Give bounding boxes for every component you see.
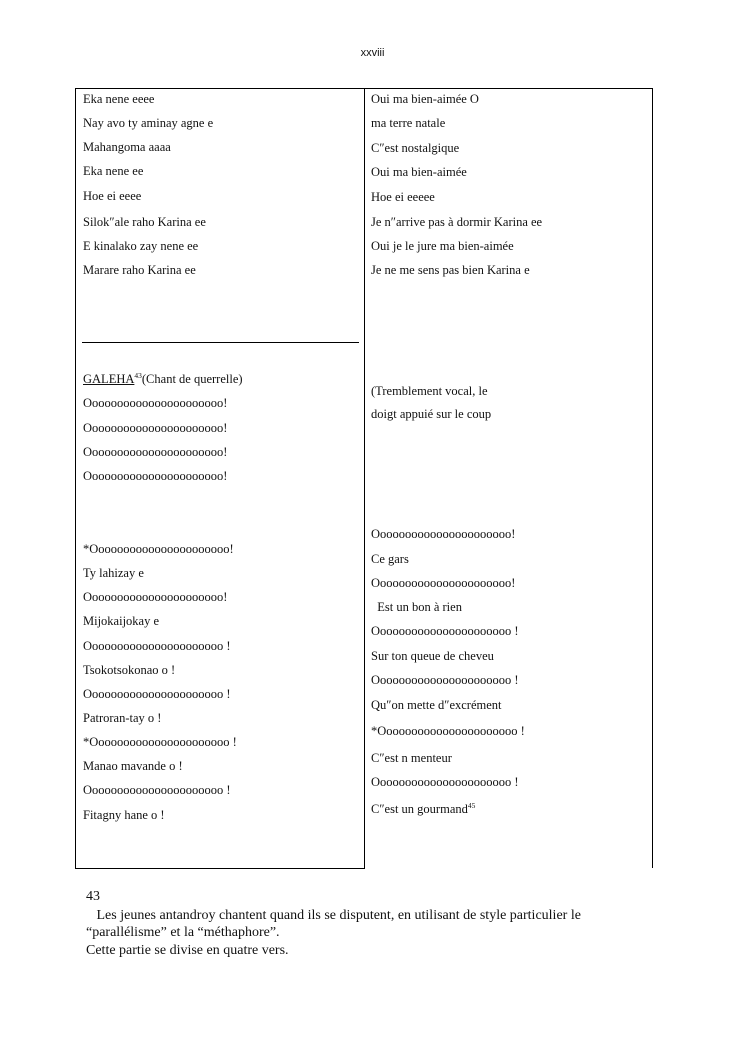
galeha-title: GALEHA <box>83 372 135 386</box>
footnote-number: 43 <box>86 889 100 904</box>
translation-line: Oooooooooooooooooooooo! <box>371 576 516 590</box>
verse-line: Oooooooooooooooooooooo! <box>83 469 228 483</box>
translation-line: Je ne me sens pas bien Karina e <box>371 263 530 277</box>
verse-line: Silok″ale raho Karina ee <box>83 215 206 229</box>
verse-line: Tsokotsokonao o ! <box>83 663 176 677</box>
verse-line: Hoe ei eeee <box>83 189 142 203</box>
galeha-note-line: doigt appuié sur le coup <box>371 407 492 421</box>
footnote-ref: 45 <box>467 801 476 810</box>
footnote-line: “parallélisme” et la “méthaphore”. <box>86 925 280 940</box>
verse-line: Mijokaijokay e <box>83 614 160 628</box>
verse-line: Nay avo ty aminay agne e <box>83 116 214 130</box>
translation-line: Ce gars <box>371 552 409 566</box>
table-border-middle <box>364 88 365 868</box>
verse-line: Oooooooooooooooooooooo ! <box>83 687 231 701</box>
verse-line: Marare raho Karina ee <box>83 263 196 277</box>
section-divider <box>82 342 359 343</box>
translation-line: Oooooooooooooooooooooo ! <box>371 673 519 687</box>
verse-line: Eka nene ee <box>83 164 144 178</box>
verse-line: Eka nene eeee <box>83 92 155 106</box>
translation-line: ma terre natale <box>371 116 446 130</box>
footnote-line: Cette partie se divise en quatre vers. <box>86 943 289 958</box>
translation-text: C″est un gourmand <box>371 802 468 816</box>
verse-line: Oooooooooooooooooooooo ! <box>83 783 231 797</box>
translation-line: Hoe ei eeeee <box>371 190 435 204</box>
verse-line: Manao mavande o ! <box>83 759 183 773</box>
footnote-line: Les jeunes antandroy chantent quand ils se disputent, en utilisant de style particulier le <box>86 908 581 923</box>
verse-line: E kinalako zay nene ee <box>83 239 199 253</box>
translation-line: Est un bon à rien <box>371 600 462 614</box>
verse-line: *Oooooooooooooooooooooo! <box>83 542 234 556</box>
verse-line: Oooooooooooooooooooooo! <box>83 421 228 435</box>
verse-line: Ty lahizay e <box>83 566 144 580</box>
verse-line: Oooooooooooooooooooooo ! <box>83 639 231 653</box>
table-border-bottom <box>75 868 365 869</box>
translation-line: Je n″arrive pas à dormir Karina ee <box>371 215 543 229</box>
translation-line: *Oooooooooooooooooooooo ! <box>371 724 525 738</box>
translation-line: Oui ma bien-aimée O <box>371 92 479 106</box>
verse-line: Oooooooooooooooooooooo! <box>83 396 228 410</box>
verse-line: Oooooooooooooooooooooo! <box>83 445 228 459</box>
translation-line-last <box>371 802 475 816</box>
table-border-left <box>75 88 76 868</box>
translation-line: Sur ton queue de cheveu <box>371 649 494 663</box>
verse-line: *Oooooooooooooooooooooo ! <box>83 735 237 749</box>
page-number: xxviii <box>360 47 385 59</box>
galeha-heading <box>83 372 243 386</box>
verse-line: Fitagny hane o ! <box>83 808 165 822</box>
table-border-right <box>652 88 653 868</box>
translation-line: Oooooooooooooooooooooo! <box>371 527 516 541</box>
translation-line: C″est nostalgique <box>371 141 460 155</box>
galeha-subtitle: (Chant de querrelle) <box>141 372 243 386</box>
translation-line: Oooooooooooooooooooooo ! <box>371 775 519 789</box>
galeha-note-line: (Tremblement vocal, le <box>371 384 488 398</box>
footnote-ref: 43 <box>134 371 142 380</box>
translation-line: Qu″on mette d″excrément <box>371 698 502 712</box>
verse-line: Mahangoma aaaa <box>83 140 171 154</box>
translation-line: Oooooooooooooooooooooo ! <box>371 624 519 638</box>
translation-line: C″est n menteur <box>371 751 452 765</box>
verse-line: Oooooooooooooooooooooo! <box>83 590 228 604</box>
verse-line: Patroran-tay o ! <box>83 711 162 725</box>
translation-line: Oui ma bien-aimée <box>371 165 467 179</box>
translation-line: Oui je le jure ma bien-aimée <box>371 239 514 253</box>
